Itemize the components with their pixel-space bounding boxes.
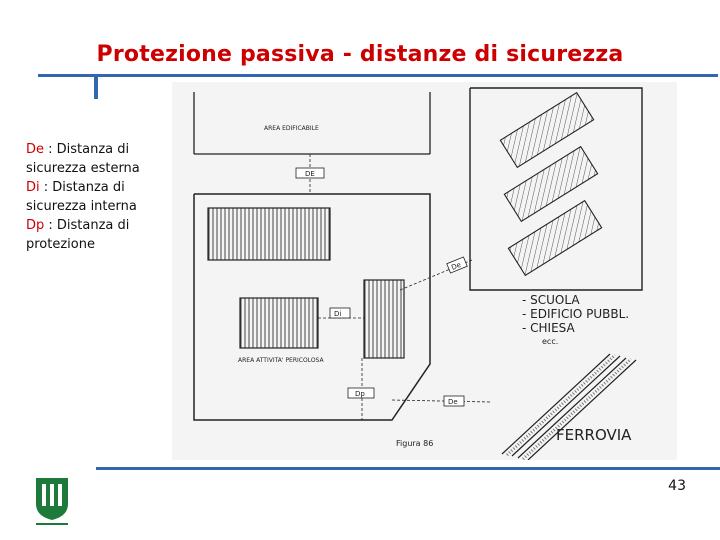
building-small [240,298,318,348]
legend-abbr: De [26,142,45,157]
building-tall [364,280,404,358]
slide-title: Protezione passiva - distanze di sicurezza [96,42,624,67]
rule-tick [94,77,98,99]
legend [26,140,176,254]
area-edificabile-label: AREA EDIFICABILE [264,125,319,132]
label-scuola: - SCUOLA [522,293,580,307]
top-rule [38,74,718,77]
legend-text: : Distanza di protezione [26,218,130,252]
legend-text: : Distanza di sicurezza esterna [26,142,140,176]
university-logo [32,476,72,528]
dp-label: Dp [355,390,365,398]
page-number: 43 [668,478,686,494]
ferrovia-label: FERROVIA [556,426,632,444]
di-label: Di [334,310,342,318]
de-diag-label: De [450,260,463,272]
label-edificio: - EDIFICIO PUBBL. [522,307,630,321]
site-plan-figure [172,82,677,460]
label-chiesa: - CHIESA [522,321,575,335]
legend-item-de [26,140,176,178]
legend-item-dp [26,216,176,254]
legend-text: : Distanza di sicurezza interna [26,180,137,214]
building-large [208,208,330,260]
label-ecc: ecc. [542,337,559,346]
legend-abbr: Dp [26,218,45,233]
area-attivita-label: AREA ATTIVITA' PERICOLOSA [238,357,324,364]
legend-item-di [26,178,176,216]
legend-abbr: Di [26,180,40,195]
figure-caption: Figura 86 [396,439,434,448]
de-bottom-label: De [448,398,458,406]
de-top-label: DE [305,170,315,178]
bottom-rule [96,467,720,470]
